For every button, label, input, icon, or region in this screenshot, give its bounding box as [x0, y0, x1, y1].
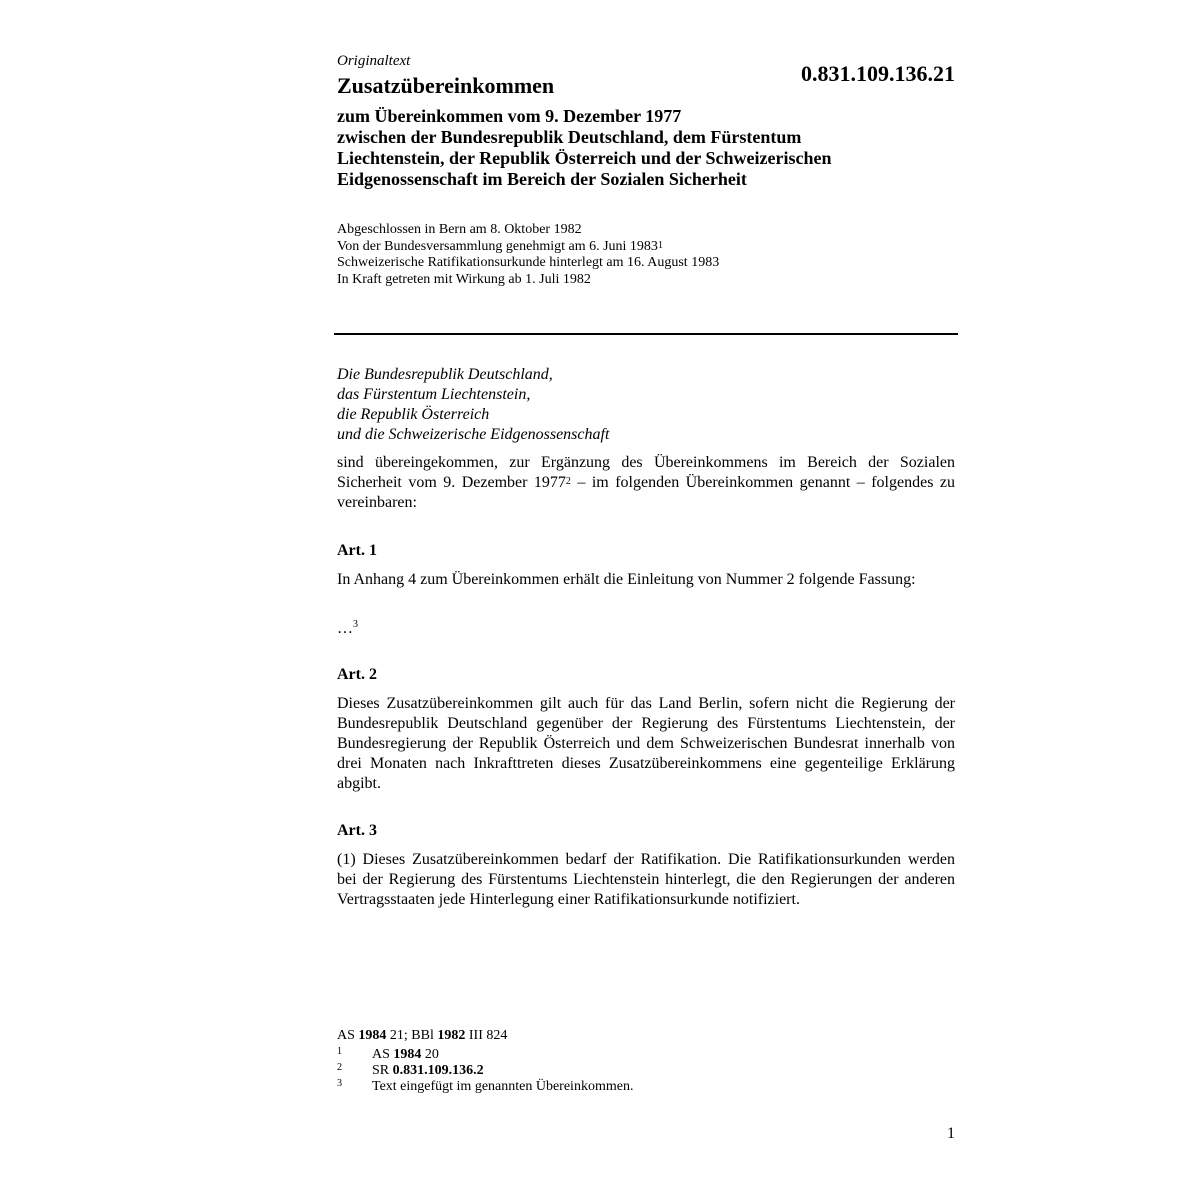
metadata-block	[337, 222, 719, 288]
article-1-ellipsis	[337, 620, 358, 638]
meta-ratification: Schweizerische Ratifikationsurkunde hinterlegt am 16. August 1983	[337, 255, 720, 270]
as-mid: 21; BBl	[386, 1028, 438, 1043]
footnote-number: 3	[337, 1078, 342, 1089]
as-year: 1984	[358, 1028, 387, 1043]
fn-bold: 0.831.109.136.2	[392, 1063, 484, 1078]
article-3-heading: Art. 3	[337, 822, 377, 839]
article-3-text: (1) Dieses Zusatzübereinkommen bedarf der Ratifikation. Die Ratifikationsurkunden werden bei der Regierung des Fürstentums Liechtenstein hinterlegt, die den Regierungen der anderen Vertragsstaaten jede Hinterlegung einer Ratifikationsurkunde notifiziert.	[337, 851, 955, 908]
fn-prefix: AS	[372, 1047, 394, 1062]
footnote-ref[interactable]: 2	[565, 476, 571, 487]
originaltext-label: Originaltext	[337, 53, 411, 69]
meta-approved	[337, 239, 719, 256]
party-line: und die Schweizerische Eidgenossenschaft	[337, 426, 610, 443]
party-line: das Fürstentum Liechtenstein,	[337, 386, 531, 403]
footnote-text: Text eingefügt im genannten Übereinkommen.	[372, 1079, 634, 1094]
ellipsis-text: …	[337, 620, 353, 637]
footnote-ref[interactable]: 1	[657, 239, 663, 251]
party-line: Die Bundesrepublik Deutschland,	[337, 366, 553, 383]
footnote-text	[372, 1047, 439, 1063]
divider-rule	[334, 333, 958, 335]
preamble-parties	[337, 365, 609, 445]
meta-approved-text: Von der Bundesversammlung genehmigt am 6. Juni 1983	[337, 238, 658, 254]
bbl-rest: III 824	[465, 1028, 508, 1043]
bbl-year: 1982	[437, 1028, 466, 1043]
footnote-text	[372, 1063, 484, 1079]
subtitle-line: zwischen der Bundesrepublik Deutschland, dem Fürstentum	[337, 127, 802, 147]
subtitle-line: Eidgenossenschaft im Bereich der Sozialen Sicherheit	[337, 169, 747, 189]
fn-suffix: 20	[421, 1047, 439, 1062]
subtitle-line: zum Übereinkommen vom 9. Dezember 1977	[337, 106, 682, 126]
article-2-text: Dieses Zusatzübereinkommen gilt auch für das Land Berlin, sofern nicht die Regierung der Bundesrepublik Deutschland gegenüber der Regierung des Fürstentums Liechtenstein, der Bundesregierung der Republik Österreich und dem Schweizerischen Bundesrat innerhalb von drei Monaten nach Inkrafttreten dieses Zusatzübereinkommens eine gegenteilige Erklärung abgibt.	[337, 695, 955, 792]
as-prefix: AS	[337, 1028, 359, 1043]
fn-bold: 1984	[393, 1047, 422, 1062]
party-line: die Republik Österreich	[337, 406, 490, 423]
footnote-number: 1	[337, 1046, 342, 1057]
fn-prefix: SR	[372, 1063, 393, 1078]
article-1-heading: Art. 1	[337, 542, 377, 559]
preamble-text-before: sind übereingekommen, zur Ergänzung des Übereinkommens im Bereich der Sozialen Sicherheit vom 9. Dezember 1977	[337, 454, 955, 491]
subtitle-line: Liechtenstein, der Republik Österreich und der Schweizerischen	[337, 148, 832, 168]
sr-number: 0.831.109.136.21	[801, 61, 955, 86]
page-number: 1	[947, 1125, 955, 1142]
article-1-text: In Anhang 4 zum Übereinkommen erhält die Einleitung von Nummer 2 folgende Fassung:	[337, 571, 916, 588]
document-title: Zusatzübereinkommen	[337, 73, 555, 98]
article-2-heading: Art. 2	[337, 666, 377, 683]
preamble-text-after: – im folgenden Übereinkommen genannt – folgendes zu vereinbaren:	[337, 474, 956, 511]
document-subtitle	[337, 106, 957, 190]
meta-concluded: Abgeschlossen in Bern am 8. Oktober 1982	[337, 222, 582, 237]
preamble-text	[337, 453, 955, 513]
footnote-ref[interactable]: 3	[353, 619, 358, 630]
source-reference	[337, 1028, 507, 1044]
footnote-number: 2	[337, 1062, 342, 1073]
meta-in-force: In Kraft getreten mit Wirkung ab 1. Juli 1982	[337, 271, 591, 287]
